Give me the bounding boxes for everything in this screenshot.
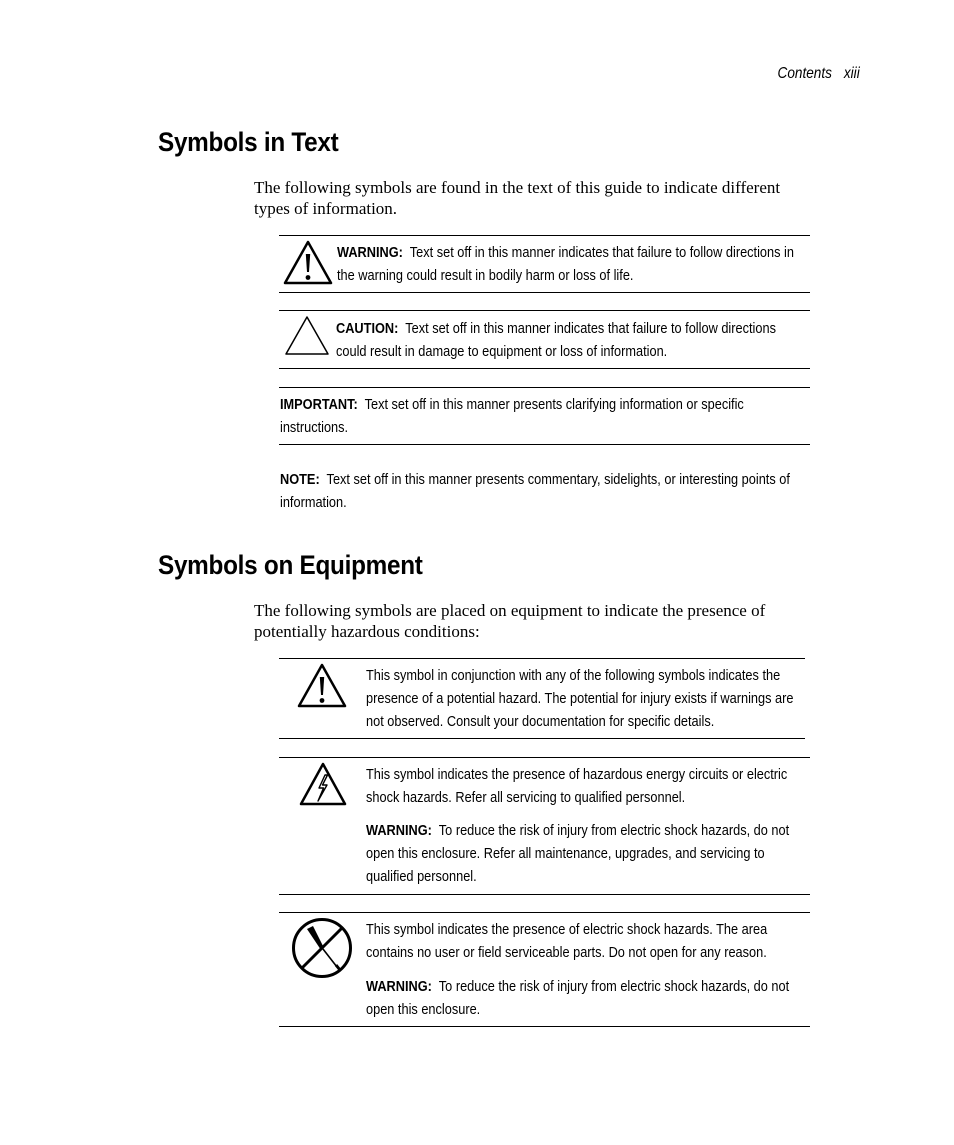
no-service-warning-label: WARNING: [366,979,432,995]
divider [279,292,810,293]
no-tools-icon [290,916,354,980]
running-head-section: Contents [777,65,833,82]
divider [279,368,810,369]
lightning-triangle-icon [298,761,348,807]
caution-triangle-icon [283,314,331,357]
no-service-warning [366,976,809,1022]
note-label: NOTE: [280,472,320,488]
warning-note [337,242,803,288]
electric-warning [366,820,809,889]
divider [279,658,805,659]
warning-triangle-icon [282,239,334,286]
warning-label: WARNING: [337,245,403,261]
note-text: Text set off in this manner presents commentary, sidelights, or interesting points of information. [280,472,790,511]
hazard-description: This symbol in conjunction with any of the following symbols indicates the presence of a potential hazard. The potential for injury exists if warnings are not observed. Consult your documentation for specific details. [366,668,794,730]
warning-text: Text set off in this manner indicates that failure to follow directions in the warning could result in bodily harm or loss of life. [337,245,794,284]
electric-warning-label: WARNING: [366,823,432,839]
important-note [280,394,808,440]
divider [279,1026,810,1027]
running-head [778,65,860,83]
section-heading-symbols-on-equipment: Symbols on Equipment [158,550,423,580]
divider [279,387,810,388]
caution-text: Text set off in this manner indicates that failure to follow directions could result in damage to equipment or loss of information. [336,321,776,360]
important-text: Text set off in this manner presents clarifying information or specific instructions. [280,397,744,436]
divider [279,757,810,758]
electric-description: This symbol indicates the presence of hazardous energy circuits or electric shock hazards. Refer all servicing to qualified personnel. [366,767,788,806]
no-service-description: This symbol indicates the presence of electric shock hazards. The area contains no user or field serviceable parts. Do not open for any reason. [366,922,768,961]
caution-label: CAUTION: [336,321,399,337]
caution-note [336,318,802,364]
intro-symbols-in-text: The following symbols are found in the text of this guide to indicate different types of information. [254,178,781,218]
divider [279,738,805,739]
divider [279,444,810,445]
electric-warning-text: To reduce the risk of injury from electric shock hazards, do not open this enclosure. Refer all maintenance, upgrades, and servicing to qualified personnel. [366,823,790,885]
intro-symbols-on-equipment: The following symbols are placed on equipment to indicate the presence of potentially hazardous conditions: [254,601,766,641]
note [280,469,808,515]
divider [279,912,810,913]
divider [279,310,810,311]
section-heading-symbols-in-text: Symbols in Text [158,127,339,157]
important-label: IMPORTANT: [280,397,358,413]
exclamation-triangle-icon [296,662,348,709]
no-service-warning-text: To reduce the risk of injury from electric shock hazards, do not open this enclosure. [366,979,790,1018]
divider [279,894,810,895]
divider [279,235,810,236]
page-number: xiii [844,65,860,82]
